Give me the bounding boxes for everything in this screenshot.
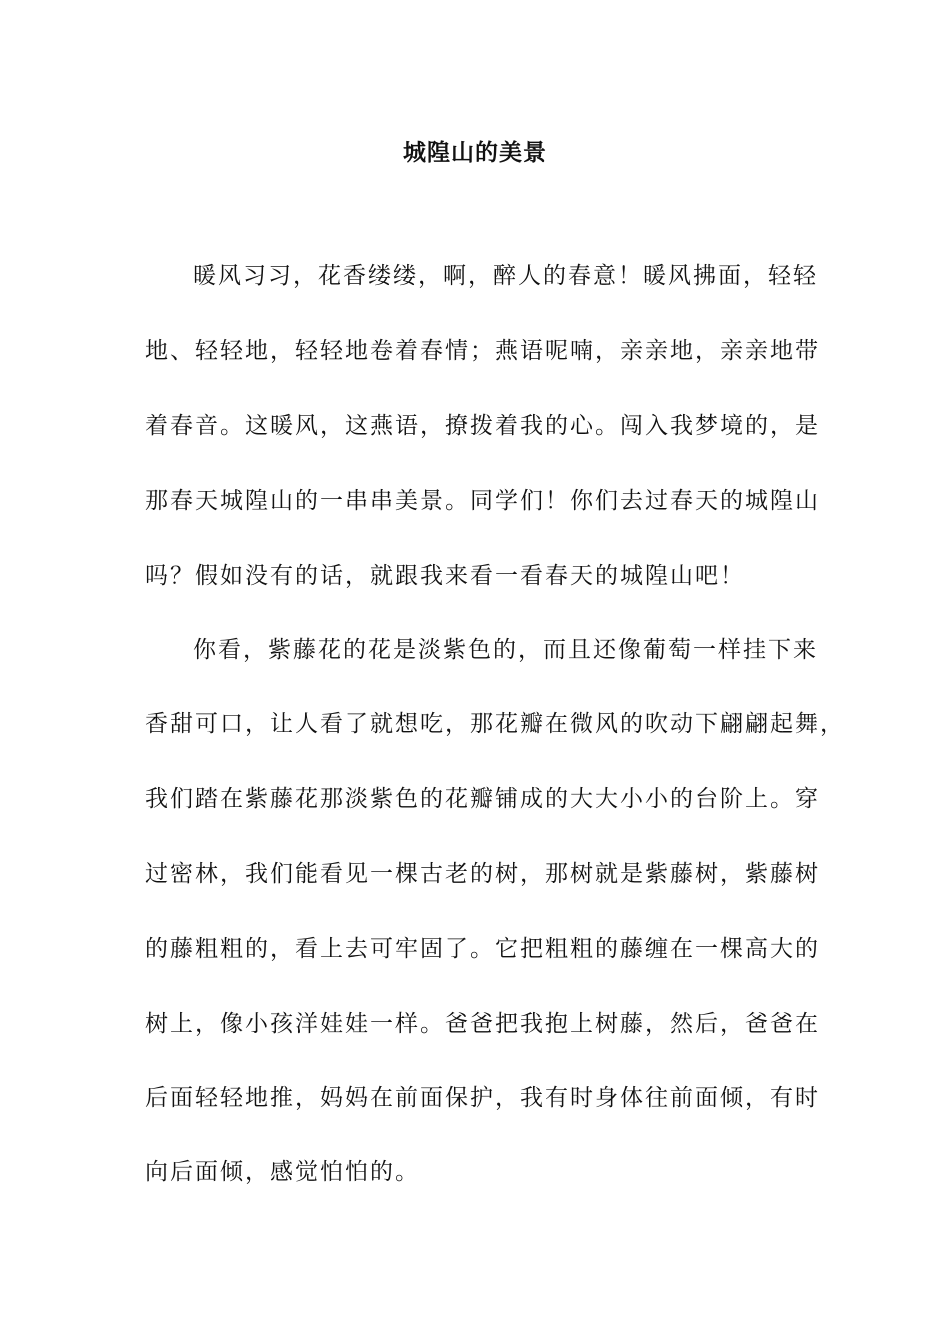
paragraph-1-line-3: 着春音。这暖风，这燕语，撩拨着我的心。闯入我梦境的，是 xyxy=(145,413,820,439)
paragraph-1-line-4: 那春天城隍山的一串串美景。同学们！你们去过春天的城隍山 xyxy=(145,488,820,514)
paragraph-2-line-2: 香甜可口，让人看了就想吃，那花瓣在微风的吹动下翩翩起舞， xyxy=(145,711,845,737)
paragraph-1-line-5: 吗？假如没有的话，就跟我来看一看春天的城隍山吧！ xyxy=(145,563,745,589)
paragraph-2-line-3: 我们踏在紫藤花那淡紫色的花瓣铺成的大大小小的台阶上。穿 xyxy=(145,786,820,812)
paragraph-2-line-8: 向后面倾，感觉怕怕的。 xyxy=(145,1159,420,1185)
document-title: 城隍山的美景 xyxy=(403,140,547,166)
paragraph-2-line-5: 的藤粗粗的，看上去可牢固了。它把粗粗的藤缠在一棵高大的 xyxy=(145,936,820,962)
paragraph-2-line-6: 树上，像小孩洋娃娃一样。爸爸把我抱上树藤，然后，爸爸在 xyxy=(145,1011,820,1037)
paragraph-1-line-2: 地、轻轻地，轻轻地卷着春情；燕语呢喃，亲亲地，亲亲地带 xyxy=(145,338,820,364)
paragraph-2-line-1: 你看，紫藤花的花是淡紫色的，而且还像葡萄一样挂下来 xyxy=(193,637,818,663)
paragraph-2-line-7: 后面轻轻地推，妈妈在前面保护，我有时身体往前面倾，有时 xyxy=(145,1085,820,1111)
paragraph-1-line-1: 暖风习习，花香缕缕，啊，醉人的春意！暖风拂面，轻轻 xyxy=(193,263,818,289)
paragraph-2-line-4: 过密林，我们能看见一棵古老的树，那树就是紫藤树，紫藤树 xyxy=(145,861,820,887)
